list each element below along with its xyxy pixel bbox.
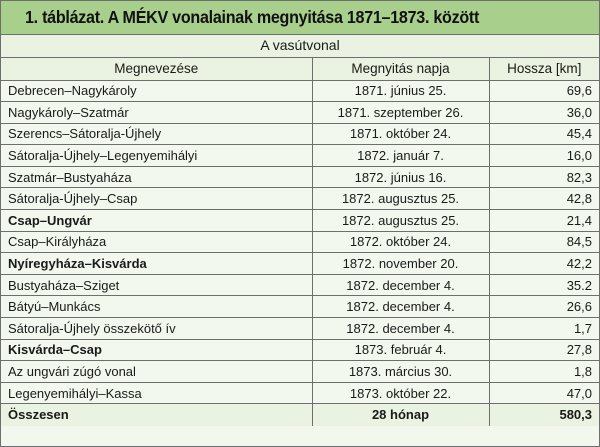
cell-length: 42,2 [489, 253, 599, 275]
cell-name: Nagykároly–Szatmár [1, 102, 312, 124]
table-body [1, 80, 599, 426]
cell-name: Sátoralja-Újhely–Legenyemihályi [1, 145, 312, 167]
total-label: Összesen [1, 404, 312, 426]
table-row [1, 210, 599, 232]
cell-date: 1872. november 20. [312, 253, 489, 275]
cell-name: Kisvárda–Csap [1, 339, 312, 361]
cell-length: 82,3 [489, 166, 599, 188]
column-header-name: Megnevezése [1, 57, 312, 80]
total-length: 580,3 [489, 404, 599, 426]
cell-length: 1,7 [489, 318, 599, 340]
cell-name: Az ungvári zúgó vonal [1, 361, 312, 383]
table-row [1, 318, 599, 340]
cell-length: 36,0 [489, 102, 599, 124]
cell-date: 1873. október 22. [312, 382, 489, 404]
cell-date: 1871. október 24. [312, 123, 489, 145]
cell-name: Csap–Ungvár [1, 210, 312, 232]
cell-date: 1872. december 4. [312, 318, 489, 340]
cell-length: 45,4 [489, 123, 599, 145]
table-title: 1. táblázat. A MÉKV vonalainak megnyitása 1871–1873. között [25, 7, 480, 27]
cell-name: Sátoralja-Újhely összekötő ív [1, 318, 312, 340]
cell-date: 1872. december 4. [312, 296, 489, 318]
cell-length: 84,5 [489, 231, 599, 253]
cell-name: Csap–Királyháza [1, 231, 312, 253]
section-label: A vasútvonal [1, 35, 599, 57]
cell-name: Bustyaháza–Sziget [1, 274, 312, 296]
column-header-row [1, 57, 599, 80]
table-row [1, 145, 599, 167]
cell-length: 21,4 [489, 210, 599, 232]
cell-name: Bátyú–Munkács [1, 296, 312, 318]
table-row [1, 102, 599, 124]
cell-date: 1871. június 25. [312, 80, 489, 102]
cell-name: Nyíregyháza–Kisvárda [1, 253, 312, 275]
cell-length: 1,8 [489, 361, 599, 383]
cell-date: 1872. október 24. [312, 231, 489, 253]
table-row [1, 123, 599, 145]
cell-length: 26,6 [489, 296, 599, 318]
cell-length: 27,8 [489, 339, 599, 361]
cell-date: 1871. szeptember 26. [312, 102, 489, 124]
cell-name: Sátoralja-Újhely–Csap [1, 188, 312, 210]
table-row [1, 274, 599, 296]
cell-name: Legenyemihályi–Kassa [1, 382, 312, 404]
table-row [1, 339, 599, 361]
railway-table [1, 35, 599, 426]
cell-length: 35.2 [489, 274, 599, 296]
table-row [1, 296, 599, 318]
cell-date: 1872. augusztus 25. [312, 188, 489, 210]
table-row [1, 188, 599, 210]
table-row [1, 382, 599, 404]
total-row [1, 404, 599, 426]
column-header-length: Hossza [km] [489, 57, 599, 80]
cell-length: 69,6 [489, 80, 599, 102]
cell-length: 42,8 [489, 188, 599, 210]
cell-date: 1873. február 4. [312, 339, 489, 361]
cell-name: Debrecen–Nagykároly [1, 80, 312, 102]
table-row [1, 166, 599, 188]
cell-date: 1873. március 30. [312, 361, 489, 383]
total-duration: 28 hónap [312, 404, 489, 426]
cell-date: 1872. június 16. [312, 166, 489, 188]
table-title-bar [1, 1, 599, 35]
table-row [1, 361, 599, 383]
cell-date: 1872. augusztus 25. [312, 210, 489, 232]
cell-length: 47,0 [489, 382, 599, 404]
table-row [1, 231, 599, 253]
cell-date: 1872. december 4. [312, 274, 489, 296]
table-row [1, 80, 599, 102]
section-header-row [1, 35, 599, 57]
cell-length: 16,0 [489, 145, 599, 167]
table-row [1, 253, 599, 275]
column-header-date: Megnyitás napja [312, 57, 489, 80]
cell-name: Szatmár–Bustyaháza [1, 166, 312, 188]
cell-name: Szerencs–Sátoralja-Újhely [1, 123, 312, 145]
cell-date: 1872. január 7. [312, 145, 489, 167]
